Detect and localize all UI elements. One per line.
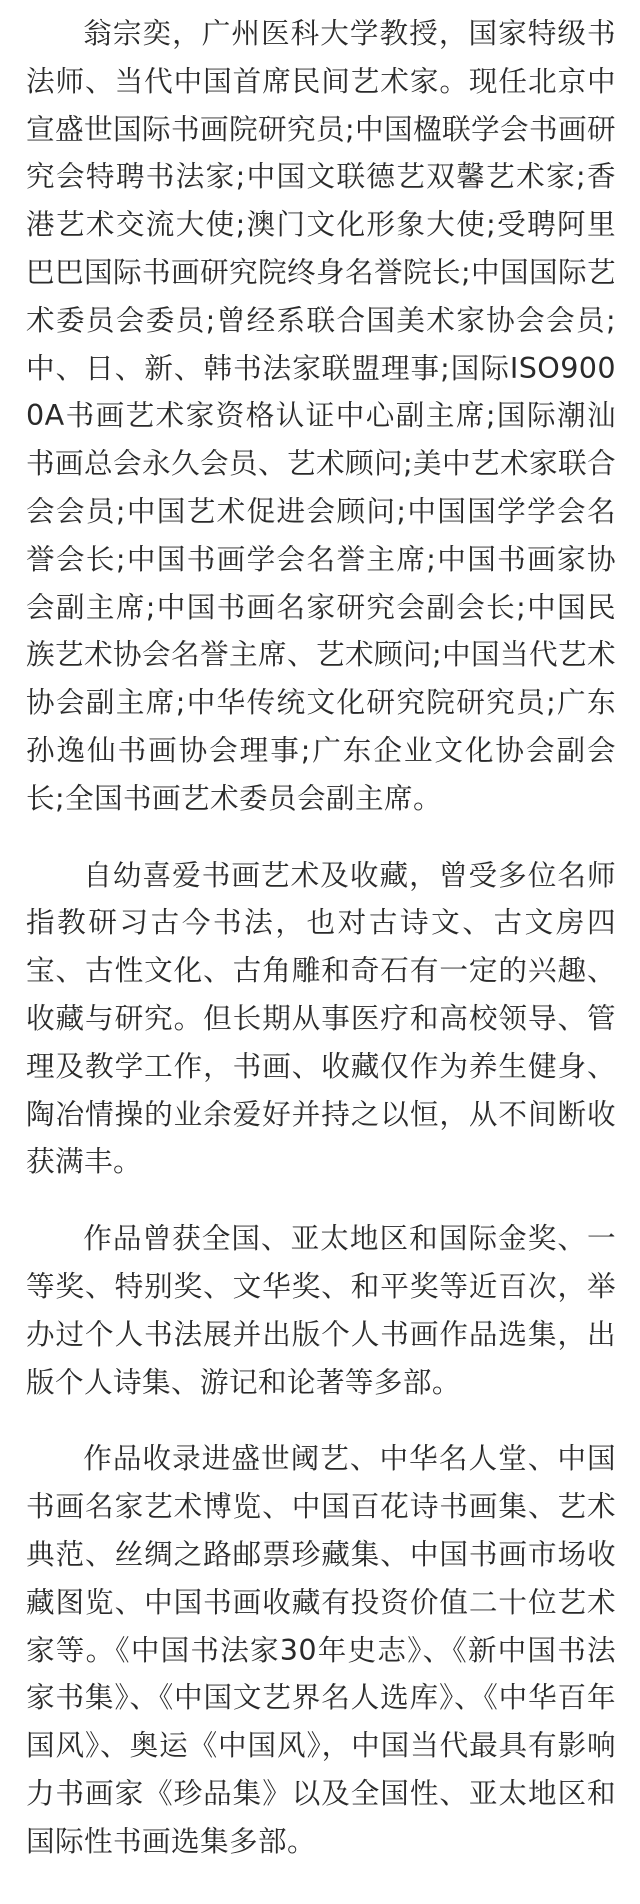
paragraph-awards: 作品曾获全国、亚太地区和国际金奖、一等奖、特别奖、文华奖、和平奖等近百次，举办过个人书法展并出版个人书画作品选集，出版个人诗集、游记和论著等多部。 xyxy=(26,1221,616,1399)
paragraph-collections: 作品收录进盛世阈艺、中华名人堂、中国书画名家艺术博览、中国百花诗书画集、艺术典范、丝绸之路邮票珍藏集、中国书画市场收藏图览、中国书画收藏有投资价值二十位艺术家等。《中国书法家30年史志》、《新中国书法家书集》、《中国文艺界名人选库》、《中华百年国风》、奥运《中国风》，中国当代最具有影响力书画家《珍品集》以及全国性、亚太地区和国际性书画选集多部。 xyxy=(26,1441,616,1858)
paragraph-hobbies: 自幼喜爱书画艺术及收藏，曾受多位名师指教研习古今书法，也对古诗文、古文房四宝、古性文化、古角雕和奇石有一定的兴趣、收藏与研究。但长期从事医疗和高校领导、管理及教学工作，书画、收藏仅作为养生健身、陶冶情操的业余爱好并持之以恒，从不间断收获满丰。 xyxy=(26,857,616,1179)
paragraph-bio: 翁宗奕，广州医科大学教授，国家特级书法师、当代中国首席民间艺术家。现任北京中宣盛世国际书画院研究员;中国楹联学会书画研究会特聘书法家;中国文联德艺双馨艺术家;香港艺术交流大使;澳门文化形象大使;受聘阿里巴巴国际书画研究院终身名誉院长;中国国际艺术委员会委员;曾经系联合国美术家协会会员;中、日、新、韩书法家联盟理事;国际ISO9000A书画艺术家资格认证中心副主席;国际潮汕书画总会永久会员、艺术顾问;美中艺术家联合会会员;中国艺术促进会顾问;中国国学学会名誉会长;中国书画学会名誉主席;中国书画家协会副主席;中国书画名家研究会副会长;中国民族艺术协会名誉主席、艺术顾问;中国当代艺术协会副主席;中华传统文化研究院研究员;广东孙逸仙书画协会理事;广东企业文化协会副会长;全国书画艺术委员会副主席。 xyxy=(26,16,616,815)
article-body xyxy=(26,10,616,1865)
